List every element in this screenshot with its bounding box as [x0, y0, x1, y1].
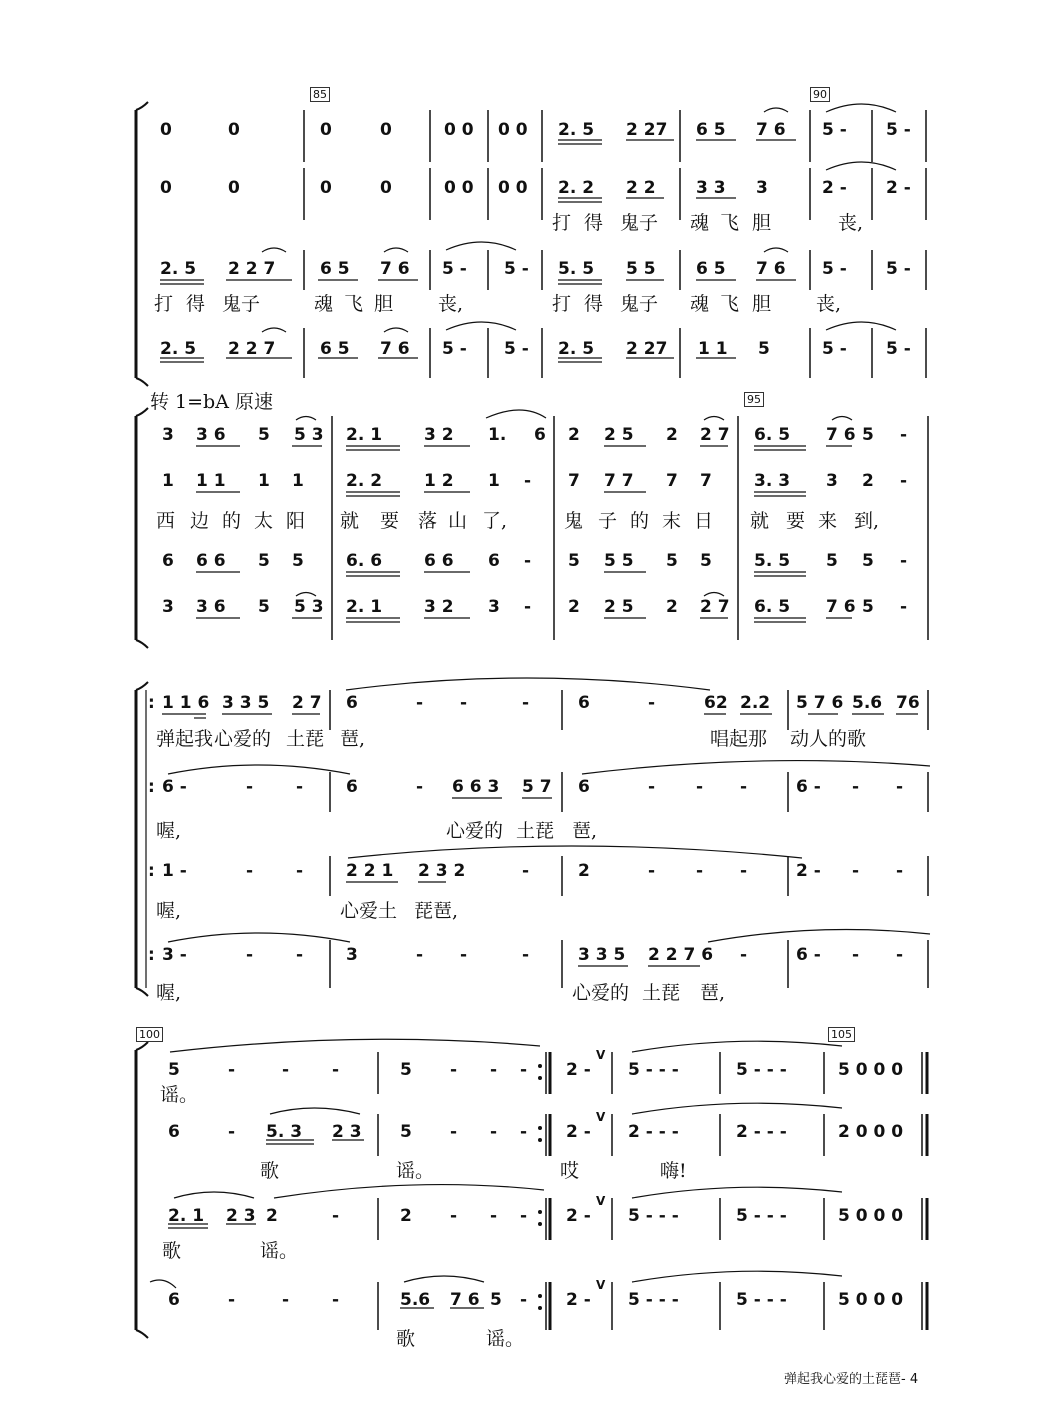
note: -	[520, 1290, 528, 1310]
note: 5 - - -	[628, 1206, 679, 1226]
breath-mark: V	[596, 1194, 606, 1208]
note: 6	[578, 777, 590, 797]
note: 5 -	[822, 120, 847, 140]
lyric: 末	[662, 510, 682, 532]
note: -	[696, 777, 704, 797]
note: 5.6	[852, 693, 883, 713]
lyric: 动人的歌	[790, 728, 867, 750]
note: 6. 6	[346, 551, 383, 571]
repeat-sign: :	[148, 693, 155, 713]
note: 0	[320, 178, 332, 198]
note: 6. 5	[754, 597, 791, 617]
note: -	[460, 693, 468, 713]
lyric: 唱起那	[710, 728, 768, 750]
lyric: 打	[552, 293, 572, 315]
note: 6	[162, 551, 174, 571]
note: -	[520, 1060, 528, 1080]
note: 5 - - -	[736, 1060, 787, 1080]
note: 2 -	[822, 178, 847, 198]
lyric: 谣。	[396, 1160, 435, 1182]
note: 2 0 0 0	[838, 1122, 904, 1142]
lyric: 太	[254, 510, 274, 532]
lyric: 土琵	[286, 728, 325, 750]
lyric: 鬼子	[222, 293, 261, 315]
note: -	[416, 693, 424, 713]
lyric: 弹起我	[156, 728, 214, 750]
measure-number: 105	[828, 1027, 855, 1042]
note: 0	[160, 120, 172, 140]
note: 5	[568, 551, 580, 571]
breath-mark: V	[596, 1110, 606, 1124]
page-footer: 弹起我心爱的土琵琶- 4	[784, 1372, 919, 1387]
note: 1.	[488, 425, 507, 445]
note: 1	[162, 471, 174, 491]
note: 0	[228, 120, 240, 140]
note: 5 - - -	[736, 1290, 787, 1310]
measure-number: 95	[744, 392, 764, 407]
note: 6 6	[196, 551, 226, 571]
note: 6 6	[424, 551, 454, 571]
note: 2 -	[566, 1060, 591, 1080]
lyric: 心爱的	[214, 728, 272, 750]
lyric: 歌	[396, 1328, 416, 1350]
note: 5 -	[504, 259, 529, 279]
note: -	[696, 861, 704, 881]
note: 6	[578, 693, 590, 713]
lyric: 鬼子	[620, 293, 659, 315]
note: 2. 5	[558, 339, 595, 359]
note: 5 -	[886, 259, 911, 279]
note: 0	[320, 120, 332, 140]
note: 3. 3	[754, 471, 791, 491]
lyric: 打	[552, 212, 572, 234]
lyric: 心爱土	[340, 900, 398, 922]
lyric: 飞	[720, 293, 740, 315]
lyric: 要	[786, 510, 806, 532]
lyric: 胆	[752, 293, 772, 315]
lyric: 要	[380, 510, 400, 532]
lyric: 魂	[690, 293, 710, 315]
note: -	[416, 777, 424, 797]
note: -	[900, 597, 908, 617]
note: 5	[168, 1060, 180, 1080]
note: 2. 1	[346, 425, 383, 445]
lyric: 的	[222, 510, 242, 532]
note: 2. 1	[346, 597, 383, 617]
note: -	[852, 777, 860, 797]
lyric: 山	[448, 510, 468, 532]
note: 62	[704, 693, 728, 713]
note: 3 -	[162, 945, 187, 965]
note: 5 - - -	[628, 1290, 679, 1310]
note: -	[520, 1122, 528, 1142]
note: -	[648, 693, 656, 713]
note: 2	[666, 597, 678, 617]
note: 7 6	[756, 259, 786, 279]
note: 7 6	[380, 339, 410, 359]
lyric: 喔,	[156, 820, 182, 842]
lyric: 魂	[314, 293, 334, 315]
note: 2	[862, 471, 874, 491]
breath-mark: V	[596, 1048, 606, 1062]
lyric: 琵琶,	[414, 900, 459, 922]
note: -	[246, 861, 254, 881]
lyric: 胆	[752, 212, 772, 234]
note: 5	[758, 339, 770, 359]
note: -	[648, 861, 656, 881]
note: -	[896, 861, 904, 881]
note: 6 5	[696, 120, 726, 140]
note: 2. 5	[160, 259, 197, 279]
repeat-sign: :	[148, 777, 155, 797]
lyric: 魂	[690, 212, 710, 234]
note: -	[228, 1060, 236, 1080]
note: 7 6	[450, 1290, 480, 1310]
note: 2	[266, 1206, 278, 1226]
note: -	[246, 945, 254, 965]
note: 1 1	[196, 471, 226, 491]
note: 5	[862, 551, 874, 571]
note: 2 3	[332, 1122, 362, 1142]
note: 0	[380, 120, 392, 140]
note: 0 0	[444, 178, 474, 198]
note: 0 0	[498, 120, 528, 140]
note: 6	[168, 1290, 180, 1310]
note: 3	[162, 425, 174, 445]
lyric: 喔,	[156, 982, 182, 1004]
note: 6	[534, 425, 546, 445]
note: 2 2 7 6	[648, 945, 714, 965]
note: -	[524, 597, 532, 617]
note: 5 -	[886, 120, 911, 140]
note: 3 2	[424, 425, 454, 445]
note: 7 7	[604, 471, 634, 491]
note: -	[896, 945, 904, 965]
note: -	[900, 551, 908, 571]
note: 0	[228, 178, 240, 198]
note: 0	[380, 178, 392, 198]
note: -	[740, 861, 748, 881]
lyric: 谣。	[160, 1084, 199, 1106]
note: 3 3	[696, 178, 726, 198]
lyric: 西	[156, 510, 176, 532]
note: -	[282, 1290, 290, 1310]
lyric: 了,	[482, 510, 508, 532]
note: 1 -	[162, 861, 187, 881]
lyric: 丧,	[838, 212, 864, 234]
note: 2 3	[226, 1206, 256, 1226]
repeat-sign: :	[148, 861, 155, 881]
note: 5 5	[626, 259, 656, 279]
note: 5 -	[504, 339, 529, 359]
lyric: 琶,	[572, 820, 598, 842]
note: 6	[346, 693, 358, 713]
breath-mark: V	[596, 1278, 606, 1292]
note: 5 -	[442, 339, 467, 359]
note: 6 -	[796, 945, 821, 965]
note: 7	[666, 471, 678, 491]
note: 3 2	[424, 597, 454, 617]
note: 2. 5	[558, 120, 595, 140]
note: 5	[826, 551, 838, 571]
note: -	[740, 945, 748, 965]
note: 5 -	[822, 259, 847, 279]
lyric: 的	[630, 510, 650, 532]
note: 5 0 0 0	[838, 1290, 904, 1310]
lyric: 丧,	[816, 293, 842, 315]
note: 5 -	[822, 339, 847, 359]
note: 6	[346, 777, 358, 797]
measure-number: 90	[810, 87, 830, 102]
note: 1 1	[698, 339, 728, 359]
lyric: 飞	[720, 212, 740, 234]
note: -	[522, 945, 530, 965]
note: 5. 5	[558, 259, 595, 279]
note: 3	[346, 945, 358, 965]
note: -	[524, 471, 532, 491]
note: 1	[292, 471, 304, 491]
lyric: 边	[190, 510, 210, 532]
note: 5 - - -	[628, 1060, 679, 1080]
note: 2 7	[700, 425, 730, 445]
note: 6 6 3	[452, 777, 500, 797]
note: -	[228, 1122, 236, 1142]
note: 5	[258, 425, 270, 445]
lyric: 土琵	[516, 820, 555, 842]
note: 0 0	[444, 120, 474, 140]
note: 1	[258, 471, 270, 491]
note: -	[282, 1060, 290, 1080]
lyric: 歌	[162, 1240, 182, 1262]
lyric: 琶,	[700, 982, 726, 1004]
lyric: 鬼	[564, 510, 584, 532]
note: -	[490, 1122, 498, 1142]
note: 0	[160, 178, 172, 198]
note: 2 27	[626, 120, 668, 140]
note: 7 6	[826, 597, 856, 617]
note: -	[450, 1060, 458, 1080]
lyric: 鬼子	[620, 212, 659, 234]
note: 5. 5	[754, 551, 791, 571]
note: 76	[896, 693, 920, 713]
note: 5 7 6	[796, 693, 844, 713]
note: 6 -	[162, 777, 187, 797]
note: 5	[490, 1290, 502, 1310]
note: 2 5	[604, 425, 634, 445]
note: -	[450, 1122, 458, 1142]
note: 2 2	[626, 178, 656, 198]
lyric: 来	[818, 510, 838, 532]
note: -	[460, 945, 468, 965]
note: 2 -	[566, 1290, 591, 1310]
lyric: 哎	[560, 1160, 580, 1182]
note: 2 2 1	[346, 861, 394, 881]
lyric: 胆	[374, 293, 394, 315]
note: 3 6	[196, 597, 226, 617]
note: 3	[826, 471, 838, 491]
note: 5 - - -	[736, 1206, 787, 1226]
note: 6 5	[696, 259, 726, 279]
note: 2 -	[566, 1206, 591, 1226]
lyric: 心爱的	[446, 820, 504, 842]
note: 0 0	[498, 178, 528, 198]
note: -	[332, 1290, 340, 1310]
note: -	[520, 1206, 528, 1226]
note: 5. 3	[266, 1122, 303, 1142]
lyric: 飞	[344, 293, 364, 315]
measure-number: 85	[310, 87, 330, 102]
note: 5	[400, 1122, 412, 1142]
lyric: 日	[694, 510, 714, 532]
lyric: 嗨!	[660, 1160, 687, 1182]
note: 2 7	[292, 693, 322, 713]
note: 2 - - -	[736, 1122, 787, 1142]
note: -	[522, 693, 530, 713]
lyric: 土琵	[642, 982, 681, 1004]
note: 2 -	[566, 1122, 591, 1142]
note: 5 0 0 0	[838, 1060, 904, 1080]
lyric: 落	[418, 510, 438, 532]
lyric: 就	[750, 510, 770, 532]
note: -	[490, 1060, 498, 1080]
note: 2 -	[886, 178, 911, 198]
note: 5	[258, 551, 270, 571]
note: 5 -	[442, 259, 467, 279]
note: 2.2	[740, 693, 771, 713]
note: 5	[862, 597, 874, 617]
note: 5	[700, 551, 712, 571]
note: 2 - - -	[628, 1122, 679, 1142]
note: 6. 5	[754, 425, 791, 445]
note: 5 3	[294, 425, 324, 445]
note: 7 6	[380, 259, 410, 279]
note: 1 1 6	[162, 693, 210, 713]
lyric: 谣。	[486, 1328, 525, 1350]
note: 5 5	[604, 551, 634, 571]
note: 2 3 2	[418, 861, 466, 881]
note: 5	[666, 551, 678, 571]
note: 3	[488, 597, 500, 617]
note: -	[296, 945, 304, 965]
note: 5 7	[522, 777, 552, 797]
lyric: 歌	[260, 1160, 280, 1182]
lyric: 就	[340, 510, 360, 532]
note: -	[648, 777, 656, 797]
lyric: 子	[598, 510, 618, 532]
note: 6	[488, 551, 500, 571]
note: -	[852, 945, 860, 965]
note: 2	[400, 1206, 412, 1226]
note: 2. 2	[346, 471, 383, 491]
note: 3 3 5	[578, 945, 626, 965]
lyric: 阳	[286, 510, 306, 532]
note: -	[740, 777, 748, 797]
note: 5 0 0 0	[838, 1206, 904, 1226]
repeat-sign: :	[148, 945, 155, 965]
note: 6 5	[320, 339, 350, 359]
note: 5.6	[400, 1290, 431, 1310]
note: -	[296, 777, 304, 797]
note: -	[900, 425, 908, 445]
note: -	[896, 777, 904, 797]
note: 7 6	[756, 120, 786, 140]
lyric: 得	[584, 212, 604, 234]
note: 2 2 7	[228, 339, 276, 359]
note: 2. 1	[168, 1206, 205, 1226]
note: 2 -	[796, 861, 821, 881]
note: 5	[862, 425, 874, 445]
note: 2 2 7	[228, 259, 276, 279]
note: -	[522, 861, 530, 881]
lyric: 谣。	[260, 1240, 299, 1262]
note: 6	[168, 1122, 180, 1142]
note: -	[246, 777, 254, 797]
note: 5 -	[886, 339, 911, 359]
note: -	[490, 1206, 498, 1226]
note: 5 3	[294, 597, 324, 617]
note: 7 6	[826, 425, 856, 445]
note: 2 7	[700, 597, 730, 617]
note: 5	[292, 551, 304, 571]
note: -	[228, 1290, 236, 1310]
note: 3	[756, 178, 768, 198]
lyric: 琶,	[340, 728, 366, 750]
note: -	[332, 1060, 340, 1080]
lyric: 心爱的	[572, 982, 630, 1004]
note: 5	[258, 597, 270, 617]
lyric: 得	[186, 293, 206, 315]
note: 2. 2	[558, 178, 595, 198]
lyric: 得	[584, 293, 604, 315]
note: 3 6	[196, 425, 226, 445]
measure-number: 100	[136, 1027, 163, 1042]
note: 2	[578, 861, 590, 881]
note: 6 -	[796, 777, 821, 797]
note: -	[900, 471, 908, 491]
key-change-marking: 转 1=bA 原速	[150, 391, 273, 413]
note: 2	[666, 425, 678, 445]
note: -	[332, 1206, 340, 1226]
lyric: 打	[154, 293, 174, 315]
lyric: 丧,	[438, 293, 464, 315]
note: -	[416, 945, 424, 965]
note: 5	[400, 1060, 412, 1080]
note: 1	[488, 471, 500, 491]
note: 6 5	[320, 259, 350, 279]
note: 1 2	[424, 471, 454, 491]
note: -	[450, 1206, 458, 1226]
note: 2	[568, 597, 580, 617]
note: 3	[162, 597, 174, 617]
note: -	[296, 861, 304, 881]
note: 2 27	[626, 339, 668, 359]
note: -	[852, 861, 860, 881]
note: 2. 5	[160, 339, 197, 359]
note: 7	[700, 471, 712, 491]
lyric: 喔,	[156, 900, 182, 922]
note: -	[524, 551, 532, 571]
lyric: 到,	[854, 510, 880, 532]
note: 2	[568, 425, 580, 445]
note: 2 5	[604, 597, 634, 617]
note: 3 3 5	[222, 693, 270, 713]
note: 7	[568, 471, 580, 491]
